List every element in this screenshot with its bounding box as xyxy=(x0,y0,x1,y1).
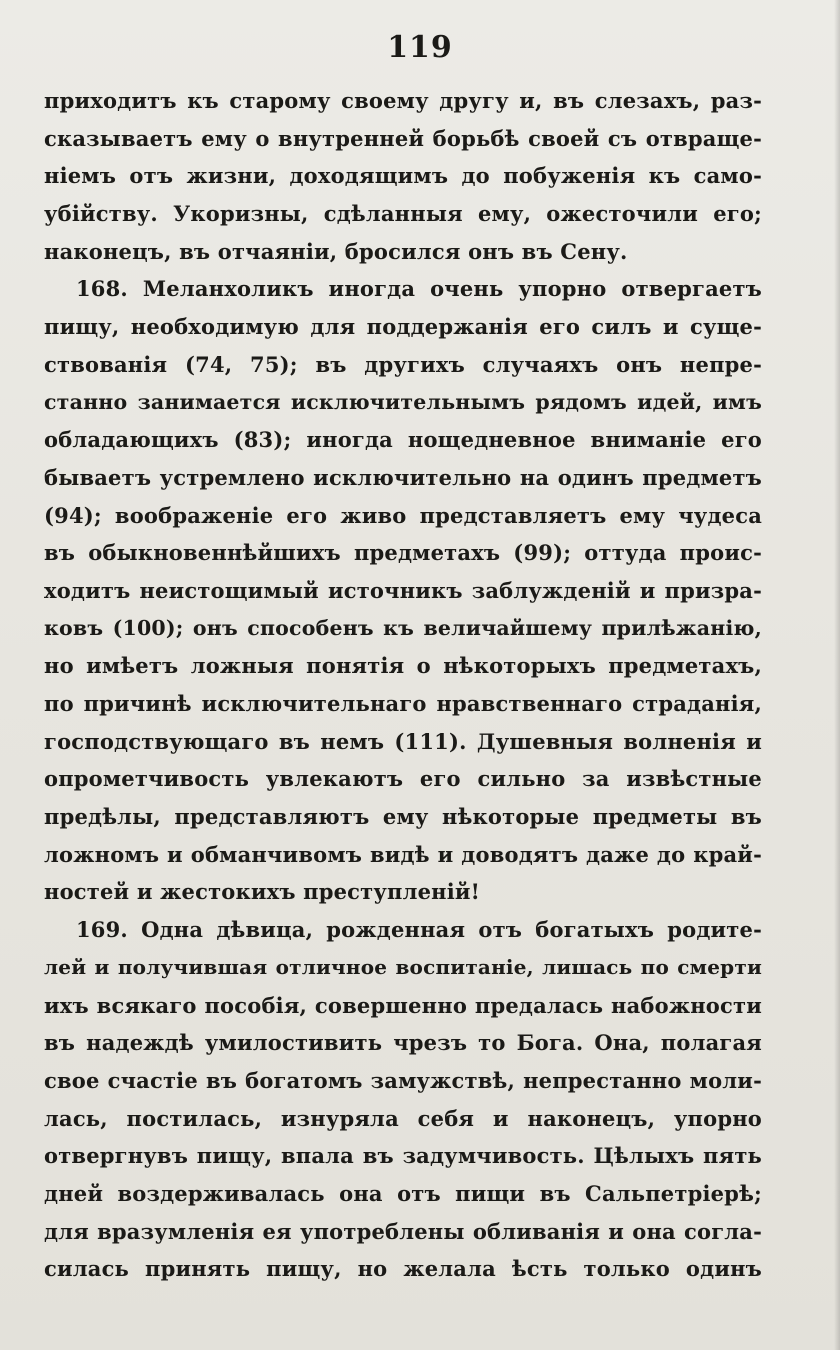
text-line: лей и получившая отличное воспитаніе, лишась по смерти xyxy=(44,954,762,979)
text-line: наконецъ, въ отчаяніи, бросился онъ въ Сену. xyxy=(44,238,628,264)
text-line: приходитъ къ старому своему другу и, въ слезахъ, раз- xyxy=(44,88,762,113)
text-line: господствующаго въ немъ (111). Душевныя волненія и xyxy=(44,728,762,754)
text-line: ствованія (74, 75); въ другихъ случаяхъ онъ непре- xyxy=(44,351,762,377)
text-line: дней воздерживалась она отъ пищи въ Сальпетріерѣ; xyxy=(44,1180,762,1206)
text-line: для вразумленія ея употреблены обливанія и она согла- xyxy=(44,1218,762,1244)
text-line: по причинѣ исключительнаго нравственнаго страданія, xyxy=(44,691,762,716)
text-line: ходитъ неистощимый источникъ заблужденій и призра- xyxy=(44,577,762,603)
text-line: станно занимается исключительнымъ рядомъ идей, имъ xyxy=(44,389,762,414)
text-line: пищу, необходимую для поддержанія его силъ и суще- xyxy=(44,314,762,340)
text-line: лась, постилась, изнуряла себя и наконецъ, упорно xyxy=(44,1105,762,1131)
text-line: ніемъ отъ жизни, доходящимъ до побуженія къ само- xyxy=(44,163,762,189)
text-line: сказываетъ ему о внутренней борьбѣ своей съ отвраще- xyxy=(44,125,762,151)
text-line: бываетъ устремлено исключительно на одинъ предметъ xyxy=(44,464,762,490)
body-text xyxy=(44,82,762,1288)
text-line: но имѣетъ ложныя понятія о нѣкоторыхъ предметахъ, xyxy=(44,653,762,679)
text-line: ложномъ и обманчивомъ видѣ и доводятъ даже до край- xyxy=(44,841,762,867)
page-number: 119 xyxy=(387,30,453,65)
text-line: силась принять пищу, но желала ѣсть только одинъ xyxy=(44,1256,762,1282)
text-line: свое счастіе въ богатомъ замужствѣ, непрестанно моли- xyxy=(44,1067,762,1093)
text-line: убійству. Укоризны, сдѣланныя ему, ожесточили его; xyxy=(44,201,762,227)
page-edge-shadow xyxy=(834,0,840,1350)
text-line: 168. Меланхоликъ иногда очень упорно отвергаетъ xyxy=(76,276,762,302)
text-line: въ обыкновеннѣйшихъ предметахъ (99); оттуда проис- xyxy=(44,540,762,566)
text-line: въ надеждѣ умилостивить чрезъ то Бога. Она, полагая xyxy=(44,1030,762,1056)
text-line: ихъ всякаго пособія, совершенно предалась набожности xyxy=(44,992,762,1018)
text-line: ностей и жестокихъ преступленій! xyxy=(44,879,481,905)
text-line: 169. Одна дѣвица, рожденная отъ богатыхъ родите- xyxy=(76,917,762,943)
text-line: (94); воображеніе его живо представляетъ ему чудеса xyxy=(44,502,762,528)
text-line: ковъ (100); онъ способенъ къ величайшему прилѣжанію, xyxy=(44,615,762,640)
text-line: предѣлы, представляютъ ему нѣкоторые предметы въ xyxy=(44,804,762,830)
text-line: обладающихъ (83); иногда нощедневное вниманіе его xyxy=(44,427,762,453)
text-line: опрометчивость увлекаютъ его сильно за извѣстные xyxy=(44,766,762,792)
text-line: отвергнувъ пищу, впала въ задумчивость. Цѣлыхъ пять xyxy=(44,1143,762,1169)
